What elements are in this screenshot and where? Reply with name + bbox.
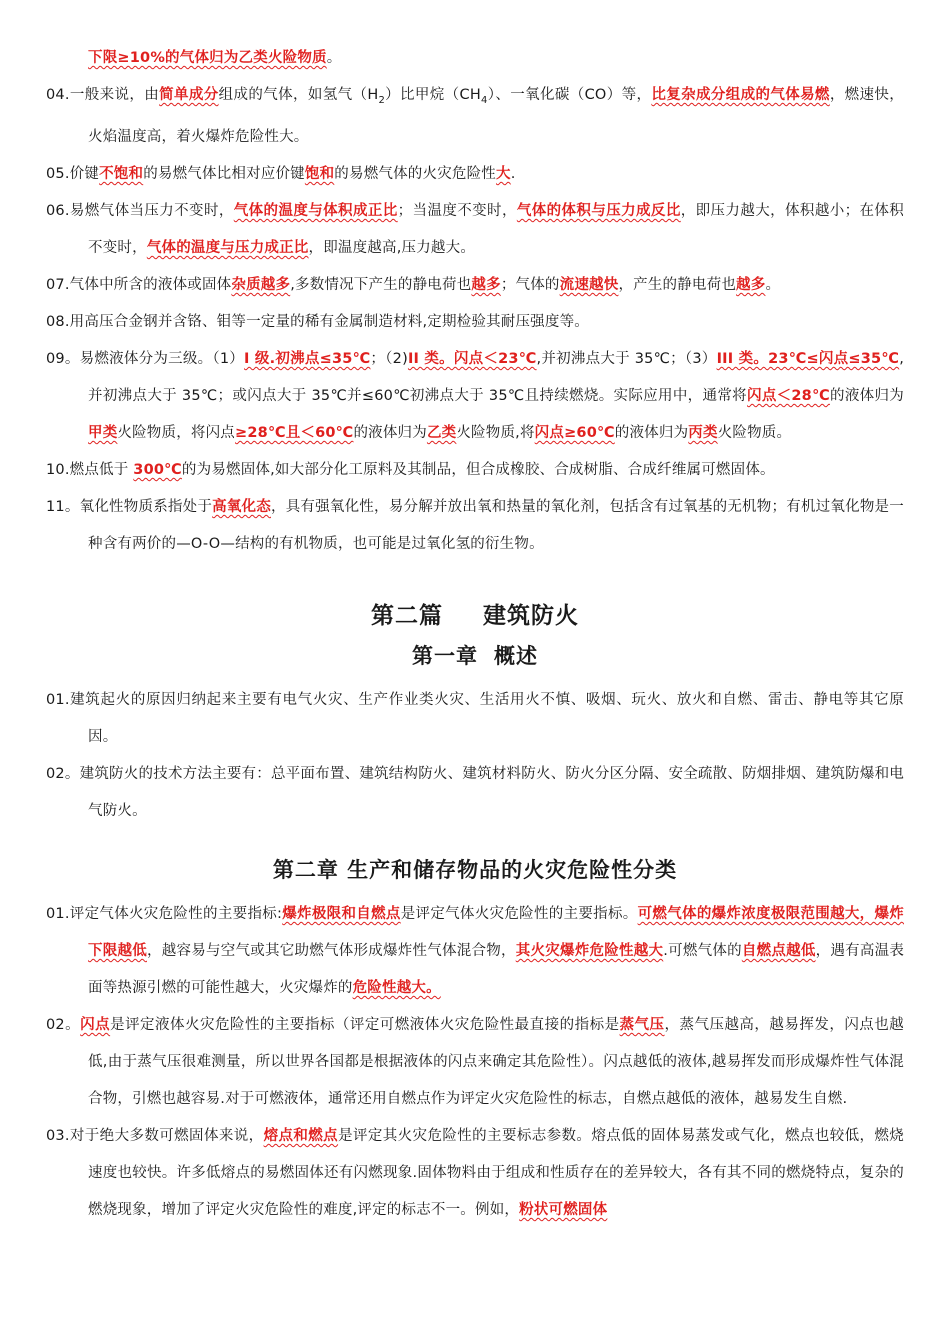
highlight: 乙类: [426, 424, 457, 441]
highlight: 自燃点越低: [741, 942, 816, 959]
item-number: 02。: [46, 765, 80, 782]
text: 的为易燃固体,如大部分化工原料及其制品，但合成橡胶、合成树脂、合成纤维属可燃固体。: [181, 461, 775, 478]
highlight: 气体的温度与体积成正比: [233, 202, 398, 219]
paragraph-05: [46, 156, 904, 193]
highlight: 危险性越大。: [352, 979, 441, 996]
highlight: 流速越快: [559, 276, 619, 293]
item-number: 02。: [46, 1016, 81, 1033]
highlight: 下限≥10%的气体归为乙类火险物质: [88, 50, 327, 66]
text: ,并初沸点大于 35℃；（3）: [536, 350, 717, 367]
highlight: 300℃: [133, 461, 182, 478]
part-title: [46, 597, 904, 630]
paragraph-c2-02: [46, 1007, 904, 1118]
text: ，燃速快，火焰温度高，着火爆炸危险性大。: [88, 87, 905, 145]
highlight: 可燃气体的爆炸浓度极限范围越大，爆炸下限越低: [88, 905, 904, 959]
paragraph-continuation: [46, 40, 904, 77]
text: ,多数情况下产生的静电荷也: [290, 276, 472, 293]
highlight: 比复杂成分组成的气体易燃: [651, 87, 830, 103]
text: 的液体归为: [614, 424, 689, 441]
highlight: 饱和: [304, 165, 335, 182]
item-number: 08.: [46, 313, 70, 330]
text: .可燃气体的: [663, 942, 742, 959]
item-number: 09。: [46, 350, 80, 367]
paragraph-c1-02: [46, 756, 904, 830]
text: 。: [326, 50, 342, 66]
text: 建筑起火的原因归纳起来主要有电气火灾、生产作业类火灾、生活用火不慎、吸烟、玩火、放火和自燃、雷击、静电等其它原因。: [69, 691, 904, 745]
highlight: 其火灾爆炸危险性越大: [515, 942, 664, 959]
text: ，具有强氧化性，易分解并放出氧和热量的氧化剂，包括含有过氧基的无机物；有机过氧化物是一种含有两价的—O-O—结构的有机物质，也可能是过氧化氢的衍生物。: [88, 498, 904, 552]
item-number: 06.: [46, 202, 70, 219]
text: 组成的气体，如氢气（H: [218, 87, 379, 103]
highlight: 越多: [736, 276, 766, 293]
highlight: 大: [496, 165, 511, 182]
highlight: 气体的温度与压力成正比: [146, 239, 309, 256]
paragraph-c1-01: [46, 682, 904, 756]
text: 的易燃气体比相对应价键: [143, 165, 305, 182]
item-number: 10.: [46, 461, 70, 478]
highlight: 闪点: [80, 1016, 111, 1033]
paragraph-c2-01: [46, 896, 904, 1007]
paragraph-07: [46, 267, 904, 304]
highlight: III 类。23℃≤闪点≤35℃: [716, 350, 900, 367]
text: 用高压合金钢并含铬、钼等一定量的稀有金属制造材料,定期检验其耐压强度等。: [69, 313, 589, 330]
subscript: 4: [480, 94, 488, 106]
text: ；当温度不变时，: [397, 202, 517, 219]
text: 建筑防火的技术方法主要有：总平面布置、建筑结构防火、建筑材料防火、防火分区分隔、安全疏散、防烟排烟、建筑防爆和电气防火。: [79, 765, 904, 819]
text: 对于绝大多数可燃固体来说，: [69, 1127, 264, 1144]
paragraph-c2-03: [46, 1118, 904, 1229]
text: 的液体归为: [829, 387, 905, 404]
part-name: 建筑防火: [483, 602, 579, 629]
item-number: 05.: [46, 165, 70, 182]
text: 是评定气体火灾危险性的主要指标。: [400, 905, 638, 922]
text: 的易燃气体的火灾危险性: [334, 165, 496, 182]
text: ，越容易与空气或其它助燃气体形成爆炸性气体混合物，: [147, 942, 516, 959]
highlight: 越多: [471, 276, 501, 293]
text: ，蒸气压越高，越易挥发，闪点也越低,由于蒸气压很难测量，所以世界各国都是根据液体的闪点来确定其危险性）。闪点越低的液体,越易挥发而形成爆炸性气体混合物，引燃也越容易.对于可燃液体，通常还用自燃点作为评定火灾危险性的标志，自燃点越低的液体，越易发生自燃.: [88, 1016, 904, 1107]
chapter-name: 概述: [494, 643, 538, 668]
highlight: 熔点和燃点: [263, 1127, 339, 1144]
text: ，遇有高温表面等热源引燃的可能性越大，火灾爆炸的: [88, 942, 905, 996]
highlight: 蒸气压: [619, 1016, 665, 1033]
text: ）、一氧化碳（CO）等，: [487, 87, 652, 103]
text: 火险物质,将: [456, 424, 535, 441]
text: .: [510, 165, 516, 182]
highlight: 杂质越多: [231, 276, 291, 293]
item-number: 04.: [46, 87, 70, 103]
text: 火险物质。: [717, 424, 792, 441]
text: 燃点低于: [69, 461, 134, 478]
paragraph-04: [46, 77, 904, 156]
paragraph-08: [46, 304, 904, 341]
text: ；气体的: [500, 276, 560, 293]
highlight: II 类。闪点＜23℃: [407, 350, 537, 367]
highlight: 闪点≥60℃: [534, 424, 615, 441]
paragraph-09: [46, 341, 904, 452]
text: 价键: [69, 165, 100, 182]
text: 气体中所含的液体或固体: [69, 276, 232, 293]
item-number: 01.: [46, 691, 70, 708]
text: 是评定液体火灾危险性的主要指标（评定可燃液体火灾危险性最直接的指标是: [110, 1016, 620, 1033]
text: ，即温度越高,压力越大。: [308, 239, 476, 256]
text: ，产生的静电荷也: [618, 276, 737, 293]
part-label: 第二篇: [371, 602, 443, 629]
item-number: 07.: [46, 276, 70, 293]
highlight: 爆炸极限和自燃点: [282, 905, 401, 922]
text: 的液体归为: [353, 424, 427, 441]
highlight: 不饱和: [99, 165, 144, 182]
text: ,并初沸点大于 35℃；或闪点大于 35℃并≤60℃初沸点大于 35℃且持续燃烧。实际应用中，通常将: [88, 350, 905, 404]
highlight: 高氧化态: [212, 498, 271, 515]
paragraph-10: [46, 452, 904, 489]
highlight: 丙类: [688, 424, 718, 441]
text: ，即压力越大，体积越小；在体积不变时，: [88, 202, 905, 256]
chapter-title: [46, 640, 904, 670]
text: 易燃液体分为三级。（1）: [79, 350, 245, 367]
text: 火险物质，将闪点: [117, 424, 236, 441]
text: 一般来说，由: [69, 87, 160, 103]
chapter-label: 第一章: [412, 643, 478, 668]
text: 。: [765, 276, 781, 293]
highlight: 闪点＜28℃: [747, 387, 830, 404]
paragraph-06: [46, 193, 904, 267]
text: 易燃气体当压力不变时，: [69, 202, 234, 219]
subscript: 2: [378, 94, 385, 106]
highlight: ≥28℃且＜60℃: [235, 424, 354, 441]
item-number: 11。: [46, 498, 80, 515]
highlight: 简单成分: [159, 87, 219, 103]
highlight: 气体的体积与压力成反比: [516, 202, 681, 219]
text: 氧化性物质系指处于: [79, 498, 213, 515]
highlight: 甲类: [88, 424, 118, 441]
paragraph-11: [46, 489, 904, 563]
item-number: 01.: [46, 905, 70, 922]
text: ；（2): [370, 350, 408, 367]
highlight: 粉状可燃固体: [519, 1201, 608, 1218]
text: ）比甲烷（CH: [385, 87, 481, 103]
text: 评定气体火灾危险性的主要指标:: [69, 905, 283, 922]
chapter-title: 第二章 生产和储存物品的火灾危险性分类: [272, 857, 678, 882]
item-number: 03.: [46, 1127, 70, 1144]
highlight: I 级.初沸点≤35℃: [244, 350, 371, 367]
text: 是评定其火灾危险性的主要标志参数。熔点低的固体易蒸发或气化，燃点也较低，燃烧速度也较快。许多低熔点的易燃固体还有闪燃现象.固体物料由于组成和性质存在的差异较大，各有其不同的燃烧特点，复杂的燃烧现象，增加了评定火灾危险性的难度,评定的标志不一。例如，: [88, 1127, 904, 1218]
